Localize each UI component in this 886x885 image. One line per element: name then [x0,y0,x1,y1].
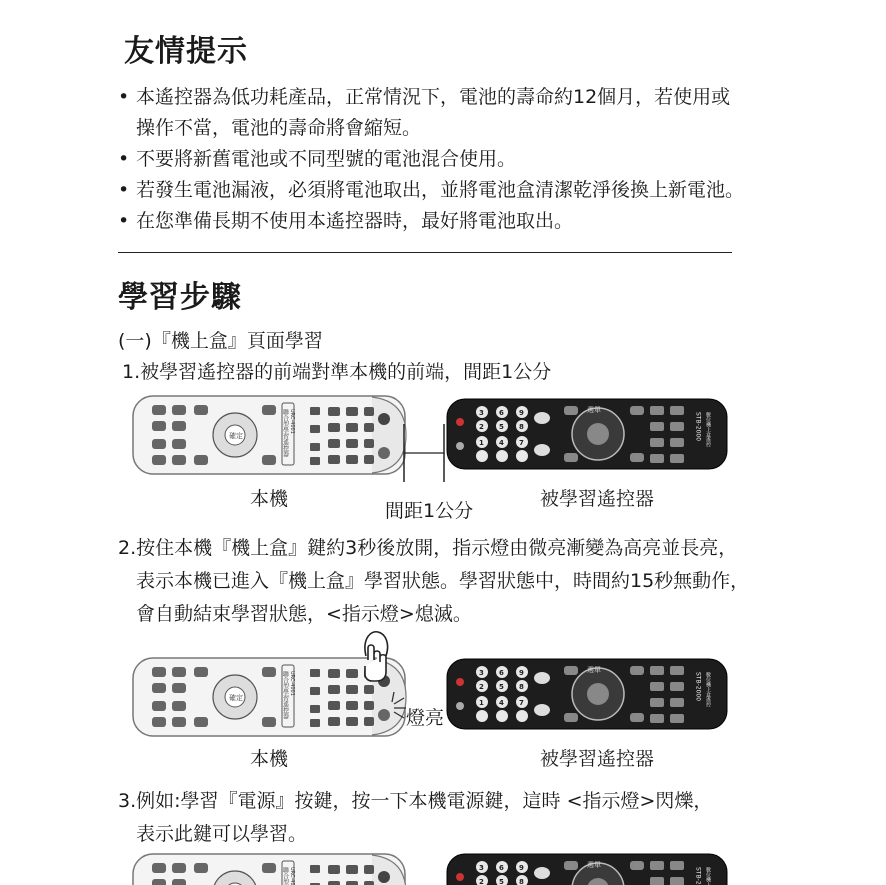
tip-text: 本遙控器為低功耗產品，正常情況下，電池的壽命約12個月，若使用或 [136,86,731,108]
black-remote-3 [446,853,728,885]
step-2-line: 表示本機已進入『機上盒』學習狀態。學習狀態中，時間約15秒無動作， [136,570,750,592]
caption-this-unit: 本機 [250,488,289,510]
tips-list [118,82,744,237]
black-remote-2 [446,658,728,730]
finger-press-icon [352,626,402,682]
tip-item [118,82,744,144]
learn-title: 學習步驟 [118,280,242,315]
distance-marker [400,420,450,490]
caption-learned-remote: 被學習遙控器 [540,488,655,510]
tip-item [118,144,744,175]
tips-title: 友情提示 [124,34,248,69]
tip-item [118,206,744,237]
section-divider [118,252,732,253]
step-2-line: 會自動結束學習狀態，<指示燈>熄滅。 [136,603,472,625]
caption-led-on: 燈亮 [406,707,445,729]
tip-item [118,175,744,206]
section-heading: (一)『機上盒』頁面學習 [118,330,323,352]
step-1: 1.被學習遙控器的前端對準本機的前端，間距1公分 [122,361,552,383]
tip-text: 在您準備長期不使用本遙控器時，最好將電池取出。 [136,210,574,232]
step-2-line: 2.按住本機『機上盒』鍵約3秒後放開，指示燈由微亮漸變為高亮並長亮， [118,537,738,559]
tip-text: 不要將新舊電池或不同型號的電池混合使用。 [136,148,517,170]
tip-text: 若發生電池漏液，必須將電池取出，並將電池盒清潔乾淨後換上新電池。 [136,179,745,201]
caption-learned-remote: 被學習遙控器 [540,748,655,770]
tip-text-cont: 操作不當，電池的壽命將會縮短。 [136,117,422,139]
white-remote-1 [132,395,407,475]
white-remote-3 [132,853,407,885]
step-3 [118,785,712,851]
step-3-line: 表示此鍵可以學習。 [136,823,308,845]
caption-this-unit: 本機 [250,748,289,770]
black-remote-1 [446,398,728,470]
step-2 [118,532,749,631]
step-3-line: 3.例如:學習『電源』按鍵，按一下本機電源鍵，這時 <指示燈>閃爍， [118,790,713,812]
caption-distance: 間距1公分 [385,500,474,522]
